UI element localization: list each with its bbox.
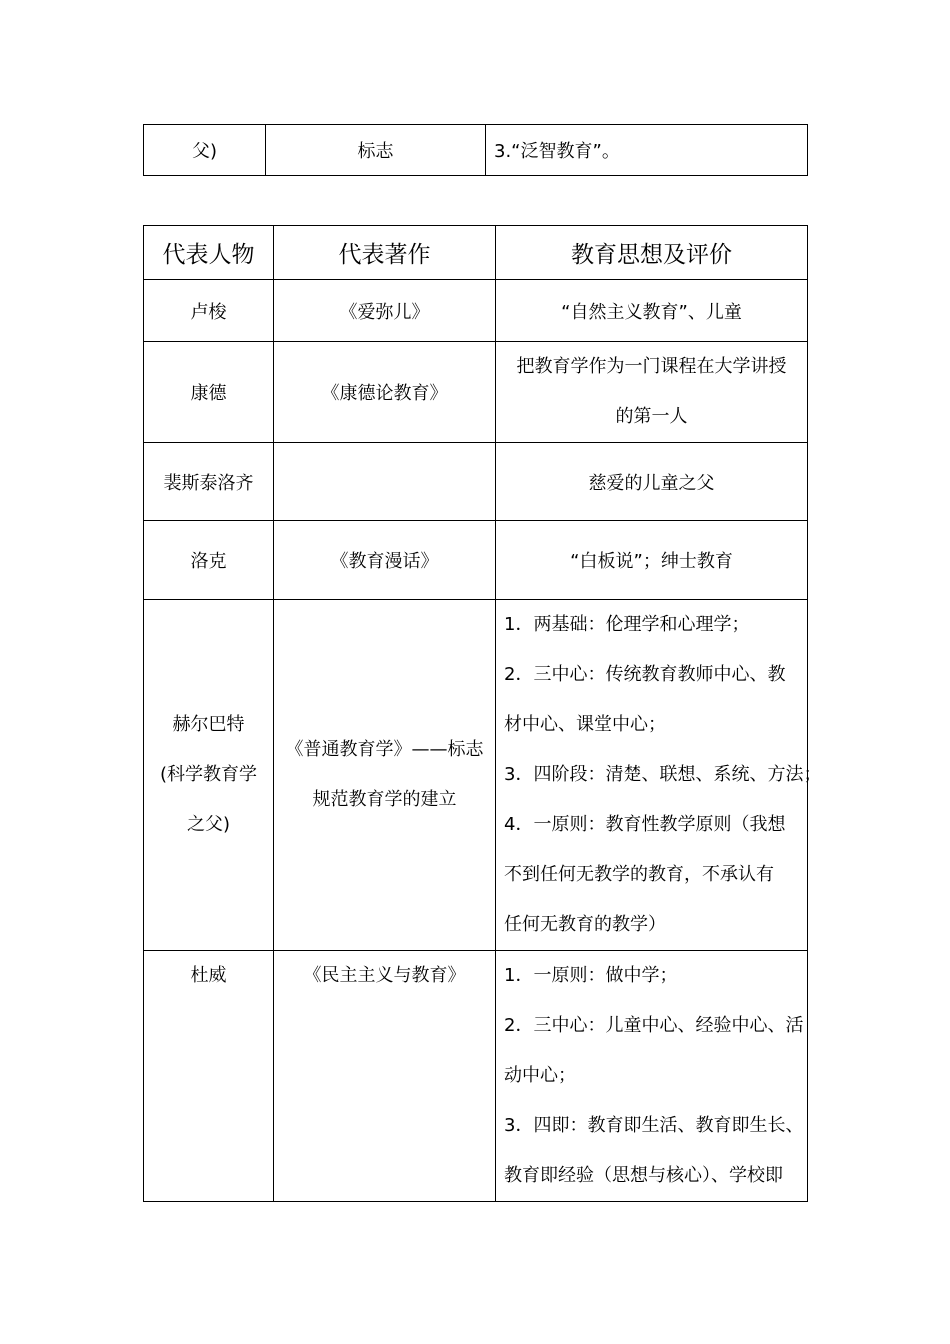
header-person: 代表人物 — [144, 226, 274, 280]
person-cell: 裴斯泰洛齐 — [144, 443, 274, 521]
work-cell: 《教育漫话》 — [274, 521, 496, 600]
table-row — [144, 280, 808, 342]
work-cell: 《康德论教育》 — [274, 342, 496, 443]
header-thought: 教育思想及评价 — [496, 226, 808, 280]
thought-cell: “自然主义教育”、儿童 — [496, 280, 808, 342]
table-row — [144, 951, 808, 1202]
table-header-row — [144, 226, 808, 280]
thought-cell: 1．两基础：伦理学和心理学； 2．三中心：传统教育教师中心、教 材中心、课堂中心； 3．四阶段：清楚、联想、系统、方法； 4．一原则：教育性教学原则（我想 不到任何无教学的教育，不承认有 任何无教育的教学） — [496, 600, 808, 951]
top-cell-person: 父) — [144, 125, 266, 176]
table-row — [144, 521, 808, 600]
table-row — [144, 342, 808, 443]
thought-cell: 慈爱的儿童之父 — [496, 443, 808, 521]
table-row — [144, 125, 808, 176]
person-cell: 卢梭 — [144, 280, 274, 342]
table-row — [144, 443, 808, 521]
work-cell: 《民主主义与教育》 — [274, 951, 496, 1202]
person-cell: 康德 — [144, 342, 274, 443]
work-cell: 《普通教育学》——标志 规范教育学的建立 — [274, 600, 496, 951]
work-cell: 《爱弥儿》 — [274, 280, 496, 342]
top-cell-thought: 3.“泛智教育”。 — [486, 125, 808, 176]
header-work: 代表著作 — [274, 226, 496, 280]
continuation-table — [143, 124, 808, 176]
person-cell: 赫尔巴特 (科学教育学 之父) — [144, 600, 274, 951]
thought-cell: “白板说”；绅士教育 — [496, 521, 808, 600]
educators-table — [143, 225, 822, 1202]
thought-cell: 把教育学作为一门课程在大学讲授 的第一人 — [496, 342, 808, 443]
thought-cell: 1．一原则：做中学； 2．三中心：儿童中心、经验中心、活 动中心； 3．四即：教育即生活、教育即生长、 教育即经验（思想与核心）、学校即 — [496, 951, 808, 1202]
person-cell: 洛克 — [144, 521, 274, 600]
person-cell: 杜威 — [144, 951, 274, 1202]
work-cell — [274, 443, 496, 521]
top-cell-work: 标志 — [266, 125, 486, 176]
table-row — [144, 600, 808, 951]
